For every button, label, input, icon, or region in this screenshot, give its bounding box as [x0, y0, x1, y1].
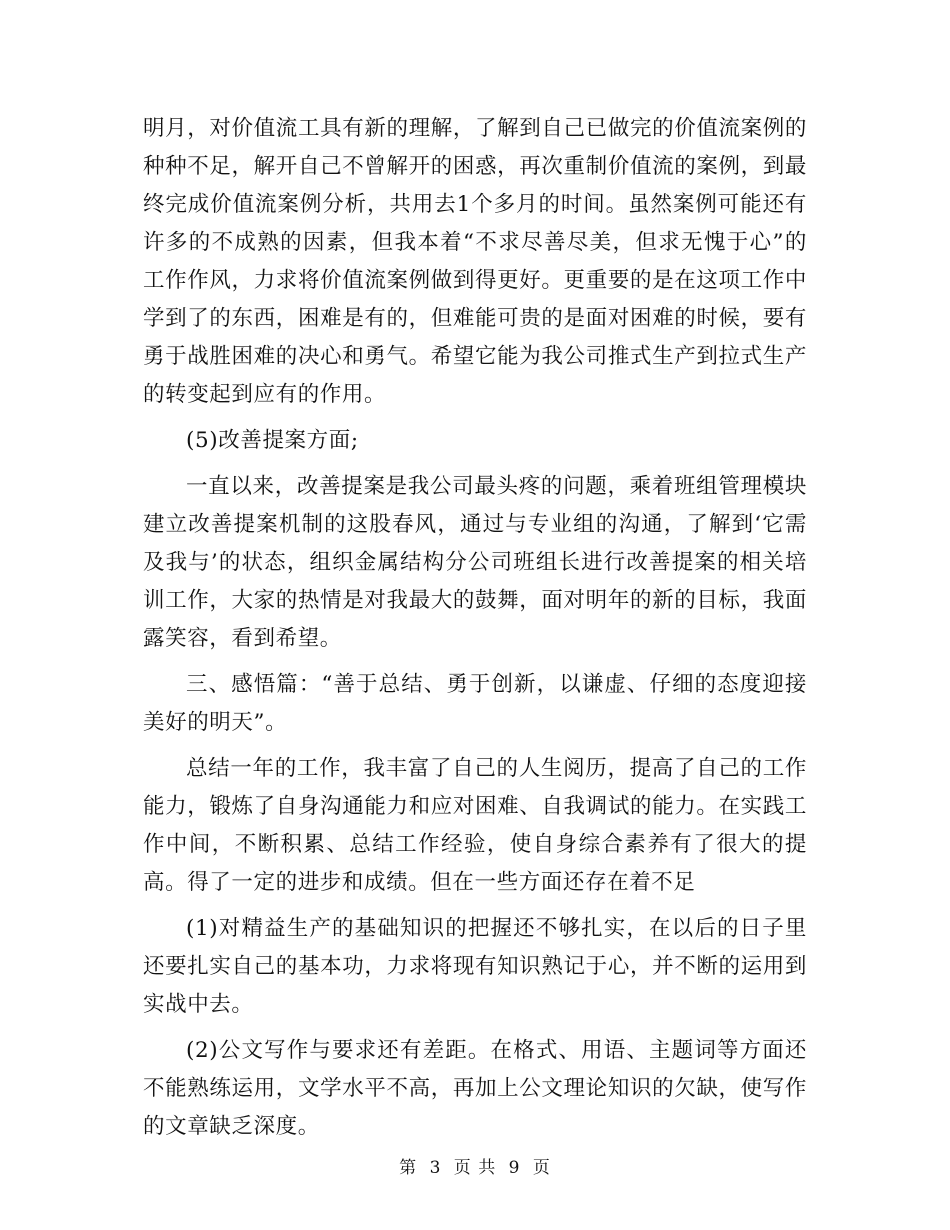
document-body: [143, 110, 807, 1154]
footer-middle: 页 共: [453, 1158, 497, 1178]
paragraph-shortcoming-1: (1)对精益生产的基础知识的把握还不够扎实，在以后的日子里还要扎实自己的基本功，力求将现有知识熟记于心，并不断的运用到实战中去。: [143, 916, 807, 1017]
paragraph-improvement-heading: (5)改善提案方面;: [186, 428, 359, 453]
section-heading-reflections: 三、感悟篇：“善于总结、勇于创新，以谦虚、仔细的态度迎接美好的明天”。: [143, 672, 807, 735]
page-footer: [0, 1153, 950, 1178]
paragraph-shortcoming-2: (2)公文写作与要求还有差距。在格式、用语、主题词等方面还不能熟练运用，文学水平不高，再加上公文理论知识的欠缺，使写作的文章缺乏深度。: [143, 1038, 807, 1139]
paragraph-value-stream: 明月，对价值流工具有新的理解，了解到自己已做完的价值流案例的种种不足，解开自己不曾解开的困惑，再次重制价值流的案例，到最终完成价值流案例分析，共用去1个多月的时间。虽然案例可能还有许多的不成熟的因素，但我本着“不求尽善尽美，但求无愧于心”的工作作风，力求将价值流案例做到得更好。更重要的是在这项工作中学到了的东西，困难是有的，但难能可贵的是面对困难的时候，要有勇于战胜困难的决心和勇气。希望它能为我公司推式生产到拉式生产的转变起到应有的作用。: [143, 116, 807, 407]
footer-suffix: 页: [532, 1158, 551, 1178]
footer-total-pages: 9: [508, 1158, 521, 1178]
paragraph-year-summary: 总结一年的工作，我丰富了自己的人生阅历，提高了自己的工作能力，锻炼了自身沟通能力和应对困难、自我调试的能力。在实践工作中间，不断积累、总结工作经验，使自身综合素养有了很大的提高。得了一定的进步和成绩。但在一些方面还存在着不足: [143, 756, 807, 895]
footer-current-page: 3: [429, 1158, 442, 1178]
footer-prefix: 第: [399, 1158, 418, 1178]
paragraph-improvement-proposals: 一直以来，改善提案是我公司最头疼的问题，乘着班组管理模块建立改善提案机制的这股春风，通过与专业组的沟通，了解到‘它需及我与’的状态，组织金属结构分公司班组长进行改善提案的相关培训工作，大家的热情是对我最大的鼓舞，面对明年的新的目标，我面露笑容，看到希望。: [143, 474, 807, 651]
